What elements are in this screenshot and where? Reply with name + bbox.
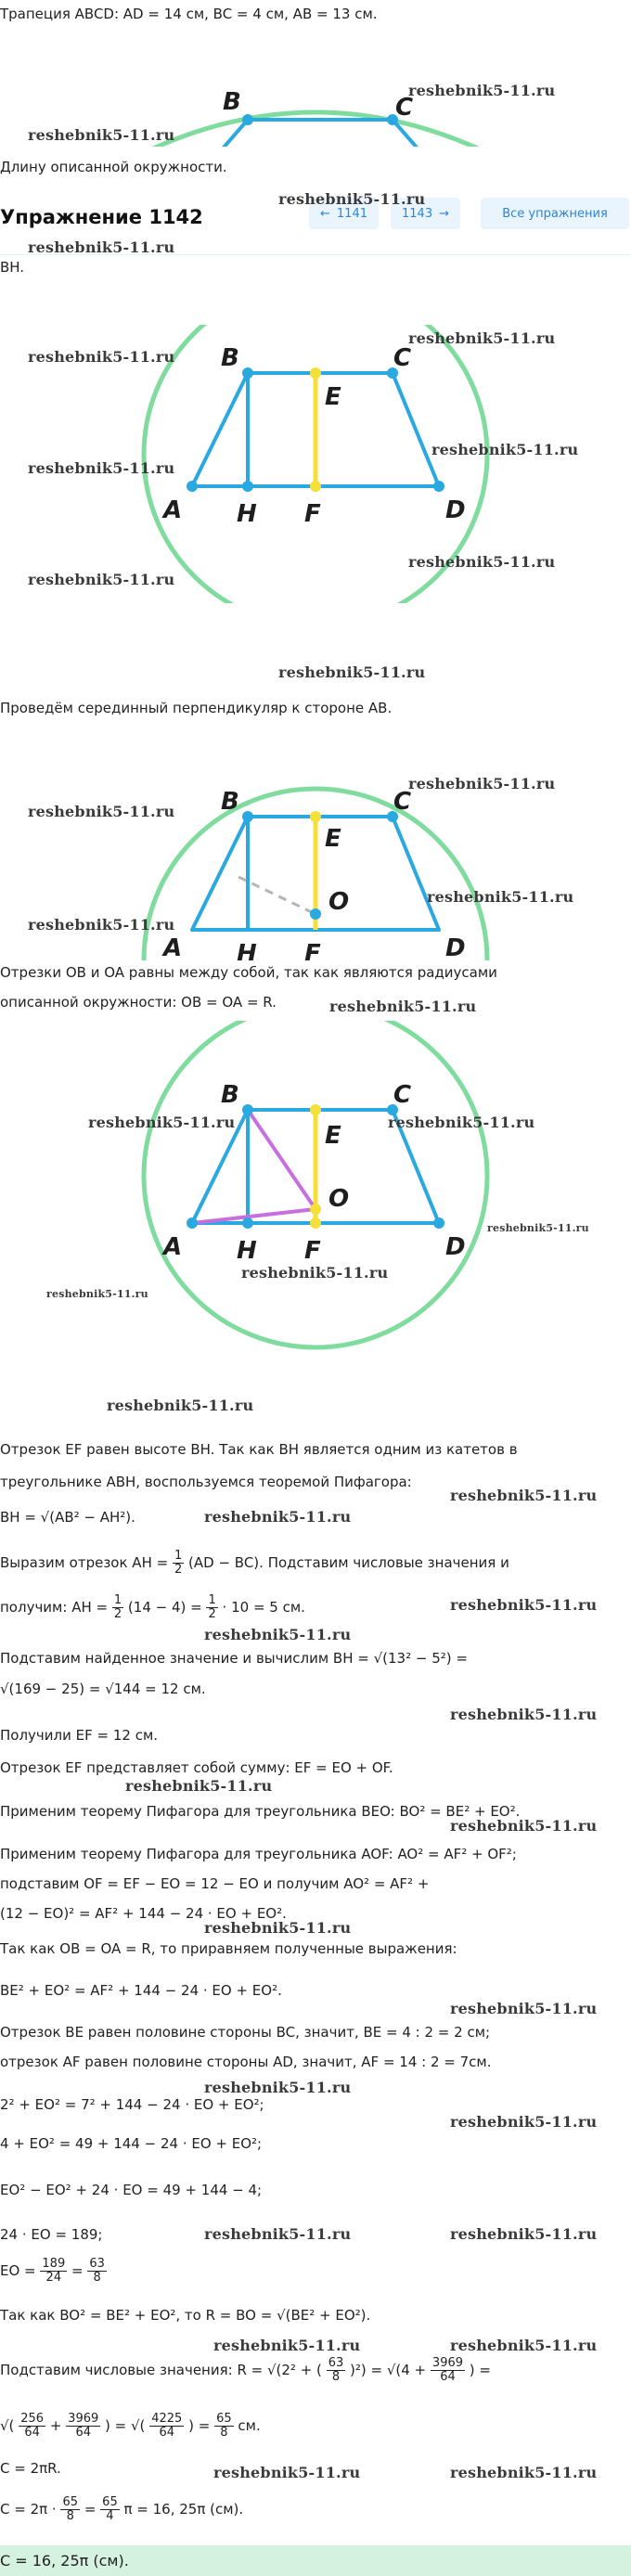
label-a: A <box>163 1233 183 1261</box>
watermark: reshebnik5-11.ru <box>408 775 556 792</box>
label-h: H <box>237 500 257 528</box>
text-line-4 <box>0 1550 509 1577</box>
watermark: reshebnik5-11.ru <box>28 571 175 588</box>
watermark: reshebnik5-11.ru <box>204 2225 352 2243</box>
next-exercise-label: 1143 <box>402 206 433 221</box>
point-o <box>310 908 321 920</box>
label-o: O <box>328 1185 350 1213</box>
label-d: D <box>445 934 466 960</box>
watermark: reshebnik5-11.ru <box>408 329 556 347</box>
perpendicular-text: Проведём серединный перпендикуляр к стороне AB. <box>0 700 393 716</box>
label-c: C <box>393 1081 412 1109</box>
given-text: Трапеция ABCD: AD = 14 см, BC = 4 см, AB = 13 см. <box>0 6 378 22</box>
text-line-8: Получили EF = 12 см. <box>0 1727 159 1744</box>
label-a: A <box>163 496 183 524</box>
watermark: reshebnik5-11.ru <box>204 1626 352 1643</box>
point-b <box>242 811 253 822</box>
watermark: reshebnik5-11.ru <box>46 1288 148 1300</box>
point-b <box>242 1104 253 1115</box>
text-line-10: Применим теорему Пифагора для треугольника BEO: BO² = BE² + EO². <box>0 1803 521 1820</box>
text-line-7: √(169 − 25) = √144 = 12 см. <box>0 1681 206 1697</box>
point-b <box>242 114 253 125</box>
watermark: reshebnik5-11.ru <box>450 1487 598 1504</box>
watermark: reshebnik5-11.ru <box>487 1222 589 1234</box>
text-line-16: Отрезок BE равен половине стороны BC, значит, BE = 4 : 2 = 2 см; <box>0 2024 491 2041</box>
text-line-21: 24 · EO = 189; <box>0 2226 103 2243</box>
figure-radii <box>0 1021 631 1350</box>
watermark: reshebnik5-11.ru <box>28 459 175 477</box>
watermark: reshebnik5-11.ru <box>408 82 556 99</box>
fraction-65-8: $\frac{65}{8}$ <box>62 2495 79 2523</box>
text-line-5a: получим: AH = <box>0 1599 109 1616</box>
watermark: reshebnik5-11.ru <box>408 553 556 571</box>
label-e: E <box>325 1122 341 1150</box>
all-exercises-button[interactable] <box>481 198 629 229</box>
text-line-1: Отрезок EF равен высоте BH. Так как BH является одним из катетов в <box>0 1441 518 1458</box>
watermark: reshebnik5-11.ru <box>427 888 574 906</box>
label-b: B <box>223 88 241 116</box>
fraction-256-64: $\frac{256}{64}$ <box>20 2412 45 2440</box>
label-f: F <box>304 1237 321 1265</box>
label-d: D <box>445 1233 466 1261</box>
arrow-left-icon: ← <box>320 206 330 221</box>
label-b: B <box>221 1081 239 1109</box>
point-o <box>310 1204 321 1215</box>
point-f <box>310 1217 321 1229</box>
watermark: reshebnik5-11.ru <box>450 1596 598 1614</box>
label-o: O <box>328 888 350 916</box>
text-line-18: 2² + EO² = 7² + 144 − 24 · EO + EO²; <box>0 2096 264 2113</box>
point-b <box>242 367 253 379</box>
label-h: H <box>237 940 257 960</box>
label-c: C <box>395 94 414 122</box>
radii-text-2: описанной окружности: OB = OA = R. <box>0 994 277 1011</box>
watermark: reshebnik5-11.ru <box>88 1114 236 1131</box>
text-line-12: подставим OF = EF − EO = 12 − EO и получим AO² = AF² + <box>0 1875 430 1892</box>
label-f: F <box>304 500 321 528</box>
watermark: reshebnik5-11.ru <box>431 441 579 458</box>
text-line-4a: Выразим отрезок AH = <box>0 1554 169 1571</box>
point-d <box>433 1217 444 1229</box>
watermark: reshebnik5-11.ru <box>450 2337 598 2354</box>
text-line-26: C = 2πR. <box>0 2460 61 2477</box>
perpendicular-bisector <box>238 877 316 914</box>
point-a <box>187 1217 198 1229</box>
label-b: B <box>221 788 239 816</box>
text-line-2: треугольнике ABH, воспользуемся теоремой Пифагора: <box>0 1474 412 1490</box>
task-text: Длину описанной окружности. <box>0 159 227 175</box>
arrow-right-icon: → <box>439 206 449 221</box>
watermark: reshebnik5-11.ru <box>28 238 175 256</box>
text-line-4b: (AD − BC). Подставим числовые значения и <box>188 1554 509 1571</box>
fraction-3969-64: $\frac{3969}{64}$ <box>68 2412 99 2440</box>
watermark: reshebnik5-11.ru <box>241 1264 389 1282</box>
fraction-65-4: $\frac{65}{4}$ <box>102 2495 118 2523</box>
final-answer: C = 16, 25π (см). <box>0 2545 631 2576</box>
radius-ob <box>248 1110 316 1209</box>
text-line-5b: (14 − 4) = <box>127 1599 202 1616</box>
fraction-4225-64: $\frac{4225}{64}$ <box>151 2412 183 2440</box>
fraction-63-8: $\frac{63}{8}$ <box>328 2356 344 2384</box>
text-line-3: BH = √(AB² − AH²). <box>0 1509 135 1526</box>
watermark: reshebnik5-11.ru <box>213 2464 361 2481</box>
point-f <box>310 481 321 492</box>
watermark: reshebnik5-11.ru <box>204 2079 352 2096</box>
watermark: reshebnik5-11.ru <box>125 1777 273 1795</box>
all-exercises-label: Все упражнения <box>502 206 608 221</box>
text-line-9: Отрезок EF представляет собой сумму: EF = EO + OF. <box>0 1759 393 1776</box>
fraction-half: $\frac{1}{2}$ <box>113 1593 122 1621</box>
label-e: E <box>325 825 341 853</box>
text-line-19: 4 + EO² = 49 + 144 − 24 · EO + EO²; <box>0 2135 263 2152</box>
text-line-20: EO² − EO² + 24 · EO = 49 + 144 − 4; <box>0 2182 263 2198</box>
radius-oa <box>192 1209 316 1223</box>
watermark: reshebnik5-11.ru <box>107 1397 254 1414</box>
text-line-25: √( $\frac{256}{64}$ + $\frac{3969}{64}$ ) = √( $\frac{4225}{64}$ ) = $\frac{65}{8}$ см. <box>0 2412 261 2440</box>
watermark: reshebnik5-11.ru <box>450 2000 598 2017</box>
label-f: F <box>304 940 321 960</box>
point-h <box>242 1217 253 1229</box>
bh-text: BH. <box>0 259 25 276</box>
text-line-22: EO = $\frac{189}{24}$ = $\frac{63}{8}$ <box>0 2257 105 2285</box>
label-c: C <box>393 788 412 816</box>
watermark: reshebnik5-11.ru <box>213 2337 361 2354</box>
fraction-half: $\frac{1}{2}$ <box>174 1549 183 1577</box>
label-c: C <box>393 344 412 372</box>
point-d <box>433 481 444 492</box>
text-line-15: BE² + EO² = AF² + 144 − 24 · EO + EO². <box>0 1982 282 1999</box>
watermark: reshebnik5-11.ru <box>450 2113 598 2131</box>
watermark: reshebnik5-11.ru <box>450 2225 598 2243</box>
point-e <box>310 367 321 379</box>
watermark: reshebnik5-11.ru <box>450 2464 598 2481</box>
fraction-65-8: $\frac{65}{8}$ <box>216 2412 232 2440</box>
label-b: B <box>221 344 239 372</box>
text-line-5c: · 10 = 5 см. <box>222 1599 305 1616</box>
watermark: reshebnik5-11.ru <box>450 1706 598 1723</box>
watermark: reshebnik5-11.ru <box>28 916 175 934</box>
watermark: reshebnik5-11.ru <box>388 1114 535 1131</box>
watermark: reshebnik5-11.ru <box>28 348 175 366</box>
point-a <box>187 481 198 492</box>
text-line-27: C = 2π · $\frac{65}{8}$ = $\frac{65}{4}$ π = 16, 25π (см). <box>0 2495 244 2523</box>
label-e: E <box>325 383 341 411</box>
watermark: reshebnik5-11.ru <box>450 1817 598 1835</box>
watermark: reshebnik5-11.ru <box>278 190 426 208</box>
fraction-189-24: $\frac{189}{24}$ <box>42 2257 66 2285</box>
watermark: reshebnik5-11.ru <box>278 663 426 681</box>
circle-arc <box>153 112 478 147</box>
watermark: reshebnik5-11.ru <box>28 126 175 144</box>
text-line-6: Подставим найденное значение и вычислим BH = √(13² − 5²) = <box>0 1650 468 1667</box>
fraction-half: $\frac{1}{2}$ <box>208 1593 216 1621</box>
watermark: reshebnik5-11.ru <box>204 1508 352 1526</box>
watermark: reshebnik5-11.ru <box>329 998 477 1015</box>
text-line-14: Так как OB = OA = R, то приравняем полученные выражения: <box>0 1940 457 1957</box>
fraction-3969-64: $\frac{3969}{64}$ <box>431 2356 464 2384</box>
prev-exercise-label: 1141 <box>336 206 367 221</box>
text-line-11: Применим теорему Пифагора для треугольника AOF: AO² = AF² + OF²; <box>0 1846 517 1862</box>
point-e <box>310 811 321 822</box>
text-line-17: отрезок AF равен половине стороны AD, значит, AF = 14 : 2 = 7см. <box>0 2054 492 2070</box>
label-d: D <box>445 496 466 524</box>
watermark: reshebnik5-11.ru <box>28 803 175 820</box>
text-line-5 <box>0 1594 305 1621</box>
text-line-24: Подставим числовые значения: R = √(2² + ( $\frac{63}{8}$ )²) = √(4 + $\frac{3969}{64}$ ) = <box>0 2356 491 2384</box>
point-h <box>242 481 253 492</box>
exercise-title: Упражнение 1142 <box>0 206 203 228</box>
text-line-23: Так как BO² = BE² + EO², то R = BO = √(BE² + EO²). <box>0 2307 371 2324</box>
radii-text-1: Отрезки OB и OA равны между собой, так как являются радиусами <box>0 964 497 981</box>
label-h: H <box>237 1237 257 1265</box>
point-e <box>310 1104 321 1115</box>
fraction-63-8: $\frac{63}{8}$ <box>89 2257 105 2285</box>
label-a: A <box>163 934 183 960</box>
watermark: reshebnik5-11.ru <box>204 1919 352 1937</box>
text-line-13: (12 − EO)² = AF² + 144 − 24 · EO + EO². <box>0 1905 287 1922</box>
